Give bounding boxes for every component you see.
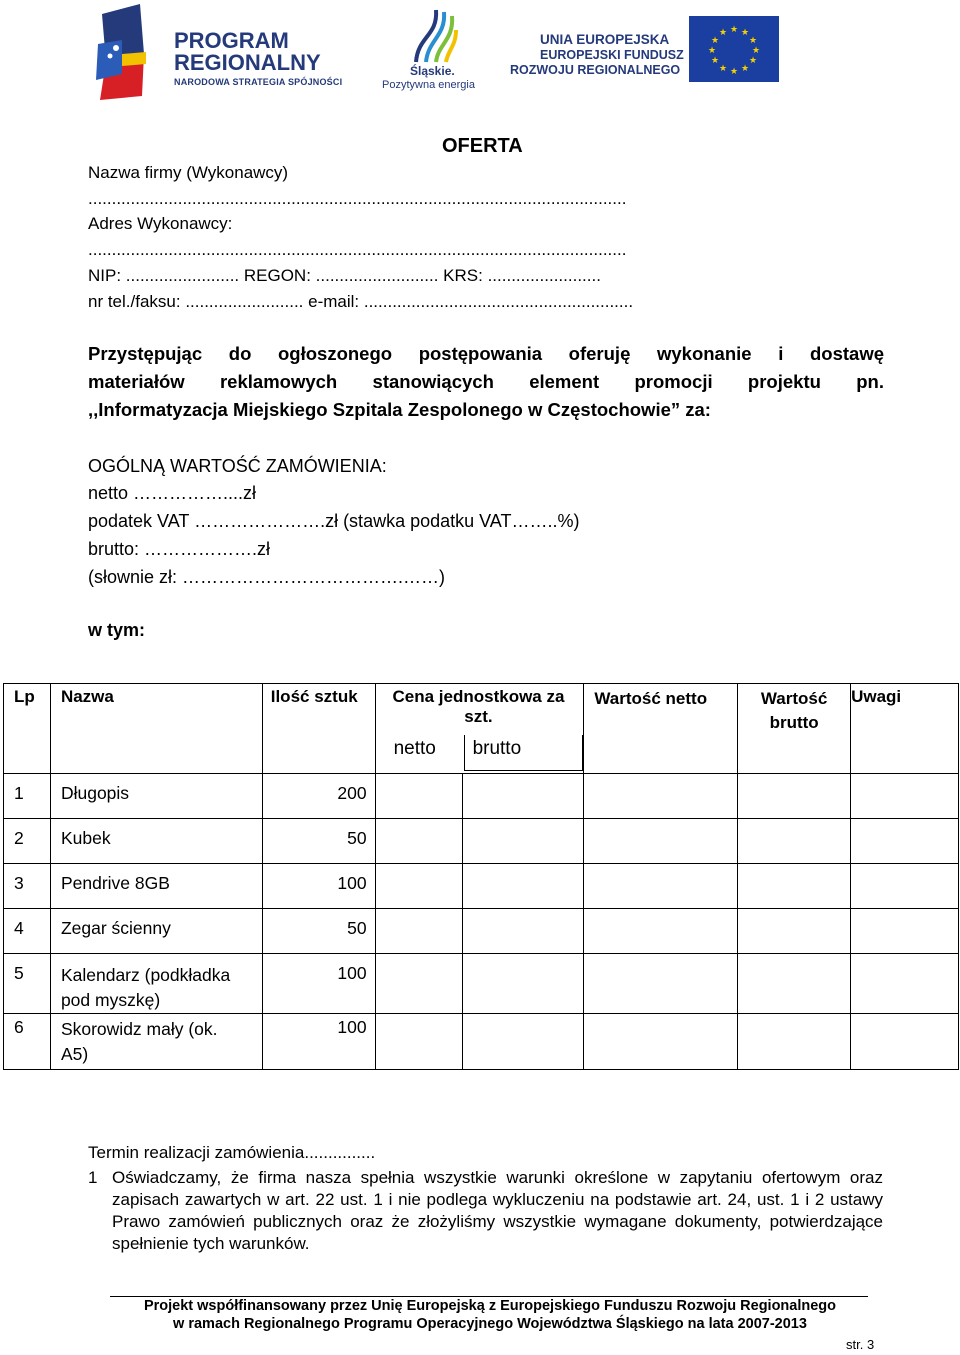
contractor-address-dots: ..................................................................................................................	[88, 240, 627, 259]
row-ilosc: 100	[262, 1014, 375, 1070]
ue-line2: EUROPEJSKI FUNDUSZ	[540, 48, 684, 62]
items-table	[3, 683, 959, 1070]
svg-text:★: ★	[748, 36, 758, 46]
row-cena-brutto	[463, 819, 584, 864]
row-wartosc-netto	[584, 819, 738, 864]
svg-text:★: ★	[729, 67, 739, 77]
table-row	[4, 954, 959, 1014]
row-nazwa: Pendrive 8GB	[50, 864, 262, 909]
row-lp: 4	[4, 909, 51, 954]
program-regionalny-line1: PROGRAM	[174, 28, 289, 53]
row-wartosc-brutto	[738, 954, 851, 1014]
row-cena-brutto	[463, 864, 584, 909]
intro-line2: materiałów reklamowych stanowiących element promocji projektu pn.	[88, 371, 884, 392]
row-uwagi	[851, 1014, 959, 1070]
total-vat: podatek VAT ………………….zł (stawka podatku VAT……..%)	[88, 511, 580, 531]
svg-text:★: ★	[718, 28, 728, 38]
header-ilosc: Ilość sztuk	[262, 684, 375, 774]
header-cena-netto: netto	[393, 738, 436, 759]
header-wartosc-netto: Wartość netto	[584, 684, 738, 774]
row-cena-netto	[375, 774, 463, 819]
row-ilosc: 50	[262, 819, 375, 864]
row-cena-brutto	[463, 1014, 584, 1070]
row-uwagi	[851, 819, 959, 864]
row-lp: 1	[4, 774, 51, 819]
row-ilosc: 100	[262, 954, 375, 1014]
logo-header	[0, 0, 960, 100]
header-uwagi: Uwagi	[851, 684, 959, 774]
table-row	[4, 774, 959, 819]
svg-text:★: ★	[748, 56, 758, 66]
row-wartosc-brutto	[738, 1014, 851, 1070]
declaration-text: Oświadczamy, że firma nasza spełnia wszystkie warunki określone w zapytaniu ofertowym oraz zapisach zawartych w art. 22 ust. 1 i nie podlega wykluczeniu na podstawie art. 24, ust. 1 i 2 ustawy Prawo zamówień publicznych oraz że złożyliśmy wszystkie wymagane dokumenty, potwierdzające spełnienie tych warunków.	[112, 1168, 883, 1253]
w-tym-label: w tym:	[88, 620, 146, 640]
row-ilosc: 100	[262, 864, 375, 909]
row-wartosc-brutto	[738, 819, 851, 864]
row-cena-netto	[375, 909, 463, 954]
page-title: OFERTA	[442, 135, 523, 157]
table-row	[4, 819, 959, 864]
total-netto: netto ……………....zł	[88, 483, 257, 503]
row-wartosc-netto	[584, 1014, 738, 1070]
row-nazwa: Kubek	[50, 819, 262, 864]
contractor-name-label: Nazwa firmy (Wykonawcy)	[88, 163, 289, 182]
header-lp: Lp	[4, 684, 51, 774]
slaskie-line2: Pozytywna energia	[382, 79, 475, 91]
row-nazwa: Skorowidz mały (ok. A5)	[50, 1014, 262, 1070]
row-cena-brutto	[463, 909, 584, 954]
row-cena-brutto	[463, 774, 584, 819]
program-regionalny-line3: NARODOWA STRATEGIA SPÓJNOŚCI	[174, 77, 343, 87]
declaration-number: 1	[88, 1168, 98, 1187]
total-brutto: brutto: ……………….zł	[88, 539, 271, 559]
ue-line3: ROZWOJU REGIONALNEGO	[510, 63, 681, 77]
row-nazwa: Kalendarz (podkładka pod myszkę)	[50, 954, 262, 1014]
contractor-address-label: Adres Wykonawcy:	[88, 214, 233, 233]
row-wartosc-netto	[584, 954, 738, 1014]
total-words: (słownie zł: ……………………………….……)	[88, 567, 446, 587]
row-nazwa: Długopis	[50, 774, 262, 819]
table-row	[4, 1014, 959, 1070]
row-wartosc-brutto	[738, 864, 851, 909]
row-uwagi	[851, 774, 959, 819]
intro-line1: Przystępując do ogłoszonego postępowania oferuję wykonanie i dostawę	[88, 343, 884, 364]
row-cena-netto	[375, 1014, 463, 1070]
row-uwagi	[851, 864, 959, 909]
svg-text:★: ★	[751, 46, 761, 56]
contractor-name-dots: ..................................................................................................................	[88, 189, 627, 208]
header-cena	[375, 684, 584, 774]
row-lp: 3	[4, 864, 51, 909]
svg-text:★: ★	[707, 46, 717, 56]
row-ilosc: 50	[262, 909, 375, 954]
row-lp: 6	[4, 1014, 51, 1070]
table-row	[4, 864, 959, 909]
svg-text:★: ★	[710, 56, 720, 66]
svg-text:★: ★	[729, 25, 739, 35]
row-cena-netto	[375, 819, 463, 864]
row-nazwa: Zegar ścienny	[50, 909, 262, 954]
svg-text:★: ★	[710, 36, 720, 46]
row-cena-netto	[375, 954, 463, 1014]
footer-line1: Projekt współfinansowany przez Unię Europejską z Europejskiego Funduszu Rozwoju Regionalnego	[143, 1298, 837, 1314]
header-cena-brutto: brutto	[464, 735, 584, 771]
program-regionalny-line2: REGIONALNY	[174, 50, 321, 75]
row-ilosc: 200	[262, 774, 375, 819]
row-lp: 5	[4, 954, 51, 1014]
header-wartosc-brutto: Wartość brutto	[738, 684, 851, 774]
row-cena-netto	[375, 864, 463, 909]
svg-text:★: ★	[740, 28, 750, 38]
contractor-ids-line: NIP: ........................ REGON: .......................... KRS: ........................	[88, 266, 601, 285]
table-header-row	[4, 684, 959, 774]
row-wartosc-netto	[584, 774, 738, 819]
ue-line1: UNIA EUROPEJSKA	[540, 32, 670, 47]
row-wartosc-brutto	[738, 909, 851, 954]
svg-text:★: ★	[718, 64, 728, 74]
row-uwagi	[851, 954, 959, 1014]
row-cena-brutto	[463, 954, 584, 1014]
total-heading: OGÓLNĄ WARTOŚĆ ZAMÓWIENIA:	[88, 456, 387, 476]
row-lp: 2	[4, 819, 51, 864]
svg-text:★: ★	[740, 64, 750, 74]
slaskie-waves-icon	[408, 6, 458, 64]
intro-line3: ,,Informatyzacja Miejskiego Szpitala Zespolonego w Częstochowie” za:	[88, 399, 711, 420]
row-wartosc-netto	[584, 909, 738, 954]
termin-realizacji: Termin realizacji zamówienia...............	[88, 1143, 376, 1162]
page-number: str. 3	[846, 1337, 875, 1352]
row-wartosc-brutto	[738, 774, 851, 819]
row-wartosc-netto	[584, 864, 738, 909]
footer-line2: w ramach Regionalnego Programu Operacyjnego Województwa Śląskiego na lata 2007-2013	[173, 1316, 807, 1332]
row-uwagi	[851, 909, 959, 954]
slaskie-line1: Śląskie.	[410, 64, 455, 78]
contractor-contact-line: nr tel./faksu: ......................... e-mail: .........................................................	[88, 292, 634, 311]
program-regionalny-emblem-icon	[92, 4, 150, 102]
header-cena-label: Cena jednostkowa za szt.	[392, 687, 565, 726]
table-row	[4, 909, 959, 954]
header-nazwa: Nazwa	[50, 684, 262, 774]
eu-flag-icon	[689, 16, 779, 82]
